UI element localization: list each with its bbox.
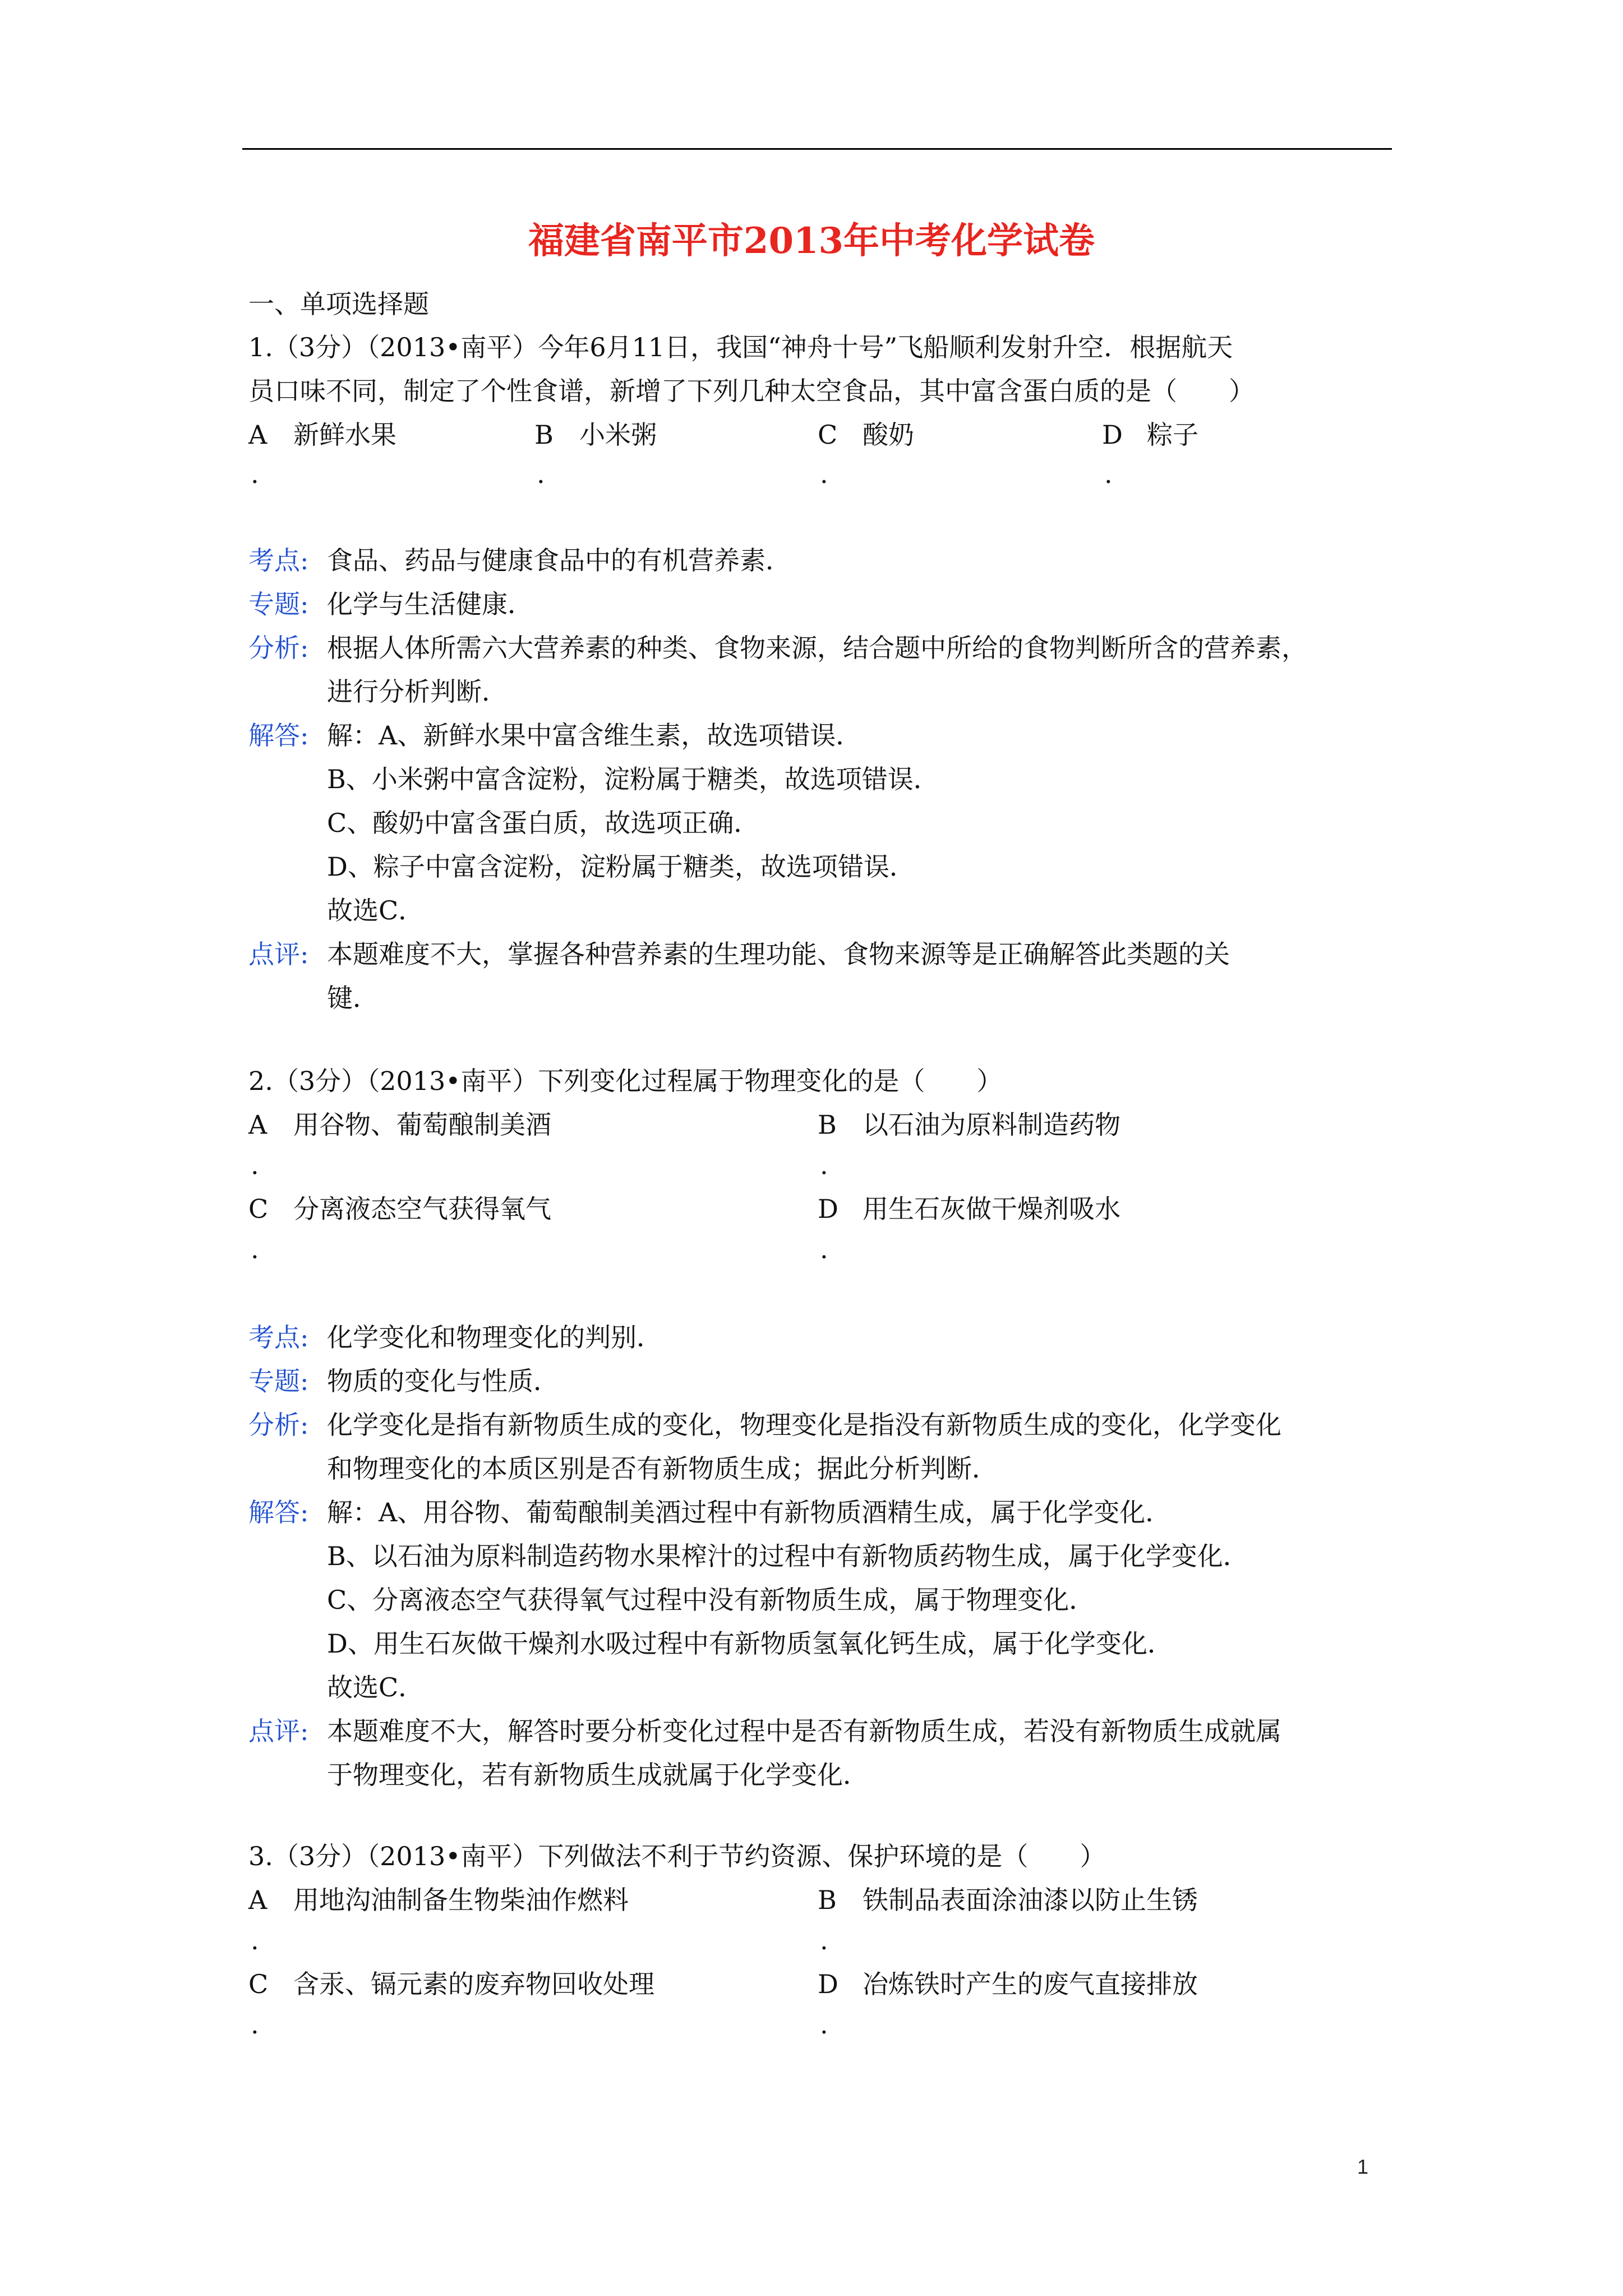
question-1-line-2: 员口味不同，制定了个性食谱，新增了下列几种太空食品，其中富含蛋白质的是（ ） xyxy=(248,376,1255,406)
question-3-options xyxy=(248,1878,1393,2052)
option-c[interactable]: C 含汞、镉元素的废弃物回收处理 xyxy=(248,1969,654,1999)
option-b[interactable]: B 以石油为原料制造药物 xyxy=(818,1110,1121,1140)
section-heading: 一、单项选择题 xyxy=(248,289,429,319)
page-number: 1 xyxy=(1357,2155,1369,2178)
option-a[interactable]: A 用地沟油制备生物柴油作燃料 xyxy=(248,1885,629,1915)
option-dot: . xyxy=(251,1234,259,1264)
question-2-analysis xyxy=(248,1315,1393,1797)
option-b[interactable]: B 小米粥 xyxy=(534,420,657,450)
option-dot: . xyxy=(820,1234,828,1264)
zhuanti-label: 专题: xyxy=(248,1366,309,1396)
option-d[interactable]: D 粽子 xyxy=(1102,420,1198,450)
option-b[interactable]: B 铁制品表面涂油漆以防止生锈 xyxy=(818,1885,1198,1915)
option-a[interactable]: A 新鲜水果 xyxy=(248,420,396,450)
option-dot: . xyxy=(820,1150,828,1180)
zhuanti-label: 专题: xyxy=(248,589,309,619)
question-2 xyxy=(248,1059,1393,1277)
option-dot: . xyxy=(251,459,259,489)
fenxi-label: 分析: xyxy=(248,1410,309,1440)
kaodian-label: 考点: xyxy=(248,545,309,576)
question-1 xyxy=(248,325,1393,503)
kaodian-row: 考点: 化学变化和物理变化的判别． xyxy=(248,1315,1393,1359)
option-c[interactable]: C 酸奶 xyxy=(818,420,914,450)
kaodian-label: 考点: xyxy=(248,1322,309,1352)
dianping-label: 点评: xyxy=(248,1716,309,1746)
question-3 xyxy=(248,1834,1393,2052)
zhuanti-row: 专题: 化学与生活健康． xyxy=(248,582,1393,626)
question-3-line-1: 3.（3分）（2013•南平）下列做法不利于节约资源、保护环境的是（ ） xyxy=(248,1841,1106,1871)
option-dot: . xyxy=(251,1925,259,1955)
question-2-line-1: 2.（3分）（2013•南平）下列变化过程属于物理变化的是（ ） xyxy=(248,1066,1003,1096)
option-a[interactable]: A 用谷物、葡萄酿制美酒 xyxy=(248,1110,551,1140)
option-dot: . xyxy=(820,2009,828,2040)
jieda-row: 解答: 解：A、新鲜水果中富含维生素，故选项错误． B、小米粥中富含淀粉，淀粉属于糖类，故选项错误． C、酸奶中富含蛋白质，故选项正确． D、粽子中富含淀粉，淀粉属于糖类，故选项错误． 故选C． xyxy=(248,714,1393,932)
header-rule xyxy=(242,148,1392,150)
fenxi-label: 分析: xyxy=(248,633,309,663)
kaodian-row: 考点: 食品、药品与健康食品中的有机营养素． xyxy=(248,539,1393,582)
question-1-analysis xyxy=(248,539,1393,1020)
option-d[interactable]: D 冶炼铁时产生的废气直接排放 xyxy=(818,1969,1198,1999)
option-dot: . xyxy=(1104,459,1113,489)
dianping-row: 点评: 本题难度不大，掌握各种营养素的生理功能、食物来源等是正确解答此类题的关 键． xyxy=(248,932,1393,1020)
option-dot: . xyxy=(820,1925,828,1955)
dianping-label: 点评: xyxy=(248,939,309,969)
option-d[interactable]: D 用生石灰做干燥剂吸水 xyxy=(818,1194,1121,1224)
fenxi-row: 分析: 化学变化是指有新物质生成的变化，物理变化是指没有新物质生成的变化，化学变化 和物理变化的本质区别是否有新物质生成；据此分析判断． xyxy=(248,1403,1393,1490)
jieda-label: 解答: xyxy=(248,720,309,751)
option-dot: . xyxy=(820,459,828,489)
page-title: 福建省南平市2013年中考化学试卷 xyxy=(528,220,1095,262)
jieda-label: 解答: xyxy=(248,1497,309,1527)
jieda-row: 解答: 解：A、用谷物、葡萄酿制美酒过程中有新物质酒精生成，属于化学变化． B、以石油为原料制造药物水果榨汁的过程中有新物质药物生成，属于化学变化． C、分离液态空气获得氧气过程中没有新物质生成，属于物理变化． D、用生石灰做干燥剂水吸过程中有新物质氢氧化钙生成，属于化学变化． 故选C． xyxy=(248,1490,1393,1709)
fenxi-row: 分析: 根据人体所需六大营养素的种类、食物来源，结合题中所给的食物判断所含的营养素， 进行分析判断． xyxy=(248,626,1393,714)
dianping-row: 点评: 本题难度不大，解答时要分析变化过程中是否有新物质生成，若没有新物质生成就属 于物理变化，若有新物质生成就属于化学变化． xyxy=(248,1709,1393,1797)
zhuanti-row: 专题: 物质的变化与性质． xyxy=(248,1359,1393,1403)
option-dot: . xyxy=(251,1150,259,1180)
option-dot: . xyxy=(251,2009,259,2040)
question-1-line-1: 1.（3分）（2013•南平）今年6月11日，我国“神舟十号”飞船顺利发射升空．根据航天 xyxy=(248,332,1233,362)
option-c[interactable]: C 分离液态空气获得氧气 xyxy=(248,1194,551,1224)
question-2-options xyxy=(248,1103,1393,1277)
option-dot: . xyxy=(537,459,545,489)
question-1-options xyxy=(248,413,1393,503)
